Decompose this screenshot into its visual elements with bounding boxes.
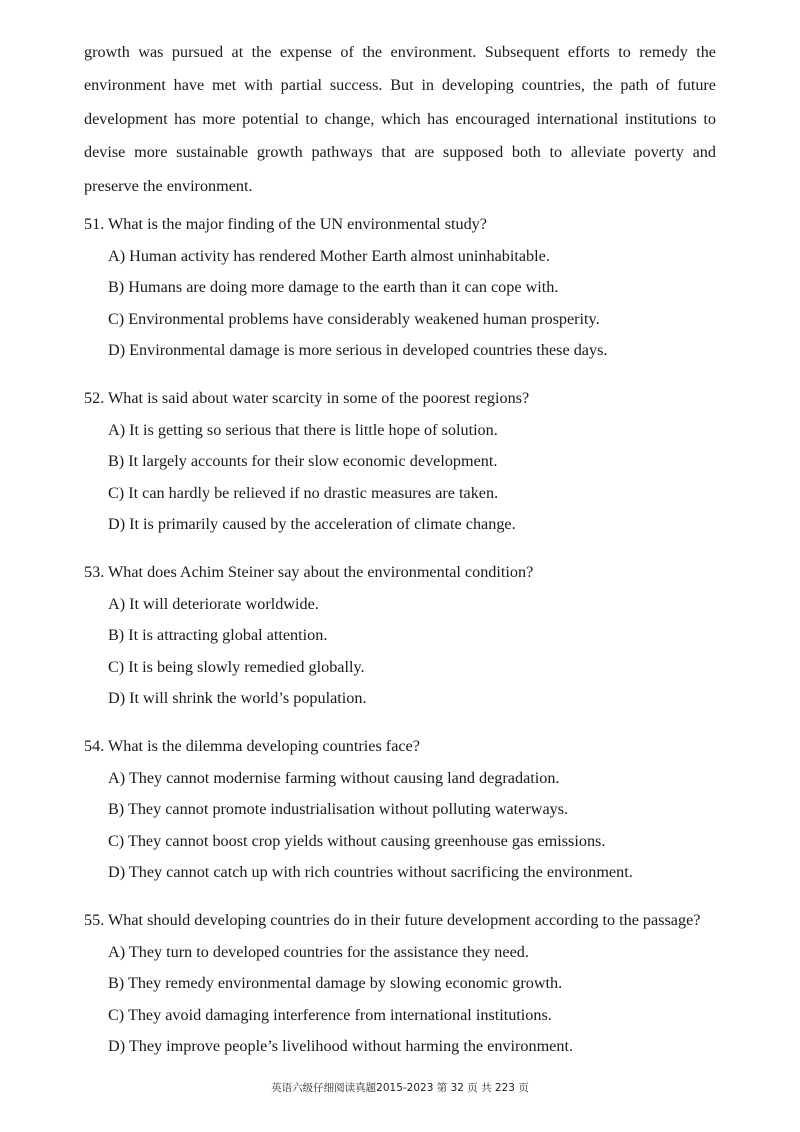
option-c: C) They avoid damaging interference from international institutions. (108, 1005, 552, 1024)
question-54 (84, 734, 734, 892)
question-stem: 51. What is the major finding of the UN environmental study? (84, 215, 487, 233)
passage-paragraph (84, 36, 716, 203)
option-b: B) They remedy environmental damage by slowing economic growth. (108, 974, 563, 993)
page-footer: 英语六级仔细阅读真题2015-2023 第 32 页 共 223 页 (271, 1082, 529, 1094)
option-b: B) They cannot promote industrialisation without polluting waterways. (108, 800, 569, 819)
option-d: D) It is primarily caused by the acceleration of climate change. (108, 515, 516, 534)
option-c: C) It can hardly be relieved if no drastic measures are taken. (108, 483, 499, 502)
option-d: D) They cannot catch up with rich countries without sacrificing the environment. (108, 863, 633, 882)
option-c: C) Environmental problems have considerably weakened human prosperity. (108, 309, 600, 328)
option-a: A) It is getting so serious that there is little hope of solution. (108, 420, 498, 439)
option-a: A) Human activity has rendered Mother Earth almost uninhabitable. (108, 246, 550, 265)
option-d: D) It will shrink the world’s population. (108, 689, 367, 708)
option-a: A) They cannot modernise farming without causing land degradation. (108, 768, 560, 787)
question-55 (84, 908, 734, 1066)
passage-text: growth was pursued at the expense of the environment. Subsequent efforts to remedy the environment have met with partial success. But in developing countries, the path of future development has more potential to change, which has encouraged international institutions to devise more sustainable growth pathways that are supposed both to alleviate poverty and preserve the environment. (84, 43, 716, 195)
question-stem: 54. What is the dilemma developing countries face? (84, 737, 420, 755)
question-stem: 53. What does Achim Steiner say about the environmental condition? (84, 563, 534, 581)
question-53 (84, 560, 734, 718)
question-stem: 52. What is said about water scarcity in some of the poorest regions? (84, 389, 530, 407)
option-a: A) It will deteriorate worldwide. (108, 594, 319, 613)
question-52 (84, 386, 734, 544)
option-d: D) They improve people’s livelihood without harming the environment. (108, 1037, 574, 1056)
option-a: A) They turn to developed countries for the assistance they need. (108, 942, 529, 961)
question-stem: 55. What should developing countries do in their future development according to the passage? (84, 911, 701, 929)
option-b: B) It is attracting global attention. (108, 626, 328, 645)
option-b: B) It largely accounts for their slow economic development. (108, 452, 498, 471)
question-51 (84, 212, 734, 370)
option-c: C) It is being slowly remedied globally. (108, 657, 365, 676)
option-c: C) They cannot boost crop yields without causing greenhouse gas emissions. (108, 831, 606, 850)
option-d: D) Environmental damage is more serious in developed countries these days. (108, 341, 608, 360)
option-b: B) Humans are doing more damage to the earth than it can cope with. (108, 278, 559, 297)
